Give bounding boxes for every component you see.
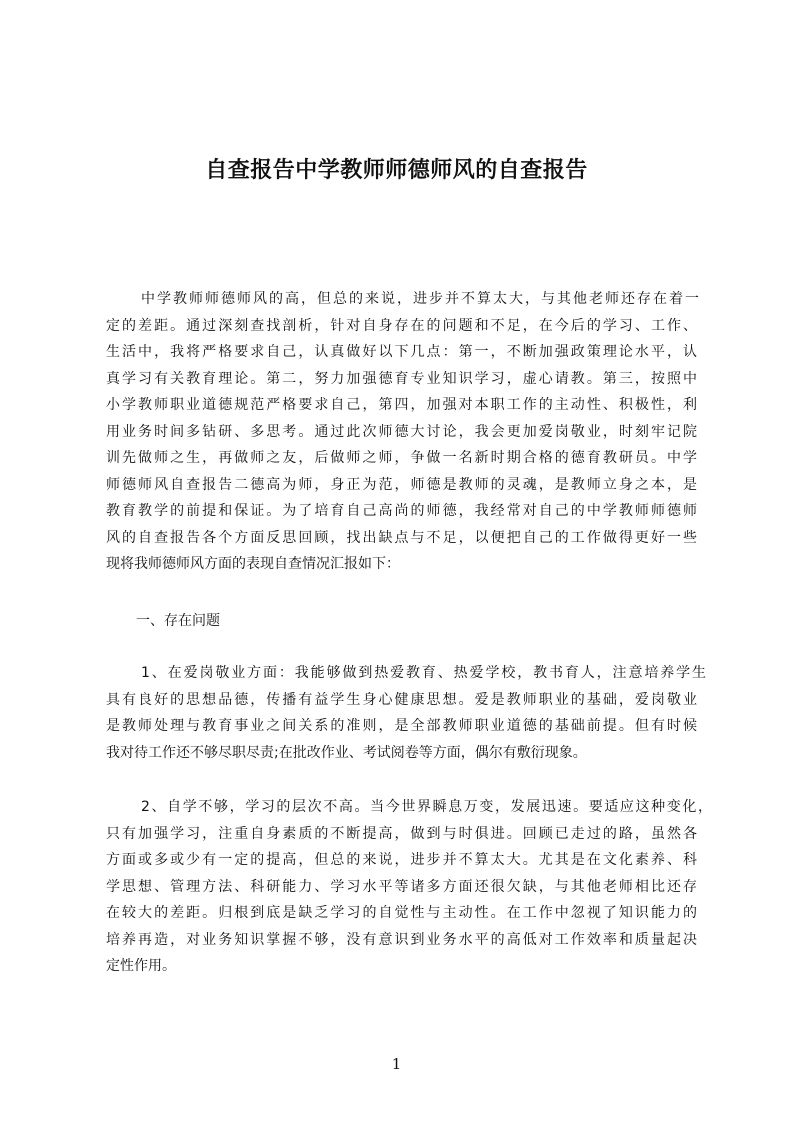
section-heading: 一、存在问题 — [136, 613, 220, 629]
paragraph-line: 风的自查报告各个方面反思回顾，找出缺点与不足，以便把自己的工作做得更好一些 — [106, 529, 697, 546]
paragraph-line: 学思想、管理方法、科研能力、学习水平等诸多方面还很欠缺，与其他老师相比还存 — [106, 878, 697, 895]
paragraph-line: 方面或多或少有一定的提高，但总的来说，进步并不算太大。尤其是在文化素养、科 — [106, 852, 697, 868]
paragraph-line: 小学教师职业道德规范严格要求自己，第四，加强对本职工作的主动性、积极性，利 — [106, 397, 697, 413]
paragraph-line: 培养再造，对业务知识掌握不够，没有意识到业务水平的高低对工作效率和质量起决 — [106, 931, 697, 948]
item-2-paragraph — [0, 794, 793, 980]
paragraph-line: 定性作用。 — [106, 958, 176, 974]
paragraph-line: 定的差距。通过深刻查找剖析，针对自身存在的问题和不足，在今后的学习、工作、 — [106, 317, 697, 334]
paragraph-line: 1、在爱岗敬业方面：我能够做到热爱教育、热爱学校，教书育人，注意培养学生 — [141, 665, 706, 681]
item-1-paragraph — [0, 660, 793, 766]
paragraph-line: 用业务时间多钻研、多思考。通过此次师德大讨论，我会更加爱岗敬业，时刻牢记院 — [106, 423, 697, 440]
paragraph-line: 中学教师师德师风的高，但总的来说，进步并不算太大，与其他老师还存在着一 — [141, 291, 699, 307]
paragraph-line: 在较大的差距。归根到底是缺乏学习的自觉性与主动性。在工作中忽视了知识能力的 — [106, 905, 697, 921]
paragraph-line: 训先做师之生，再做师之友，后做师之师，争做一名新时期合格的德育教研员。中学 — [106, 450, 697, 466]
paragraph-line: 我对待工作还不够尽职尽责;在批改作业、考试阅卷等方面，偶尔有敷衍现象。 — [106, 744, 587, 761]
intro-paragraph — [0, 286, 793, 578]
paragraph-line: 生活中，我将严格要求自己，认真做好以下几点：第一，不断加强政策理论水平，认 — [106, 344, 697, 360]
paragraph-line: 是教师处理与教育事业之间关系的准则，是全部教师职业道德的基础前提。但有时候 — [106, 718, 697, 734]
paragraph-line: 2、自学不够，学习的层次不高。当今世界瞬息万变，发展迅速。要适应这种变化， — [141, 799, 712, 815]
page-number: 1 — [391, 1055, 402, 1073]
paragraph-line: 教育教学的前提和保证。为了培育自己高尚的师德，我经常对自己的中学教师师德师 — [106, 503, 697, 519]
paragraph-line: 具有良好的思想品德，传播有益学生身心健康思想。爱是教师职业的基础，爱岗敬业 — [106, 691, 697, 708]
paragraph-line: 只有加强学习，注重自身素质的不断提高，做到与时俱进。回顾已走过的路，虽然各 — [106, 825, 697, 842]
paragraph-line: 现将我师德师风方面的表现自查情况汇报如下： — [106, 556, 400, 572]
paragraph-line: 真学习有关教育理论。第二，努力加强德育专业知识学习，虚心请教。第三，按照中 — [106, 370, 697, 387]
paragraph-line: 师德师风自查报告二德高为师，身正为范，师德是教师的灵魂，是教师立身之本，是 — [106, 476, 697, 493]
document-title: 自查报告中学教师师德师风的自查报告 — [205, 157, 588, 183]
